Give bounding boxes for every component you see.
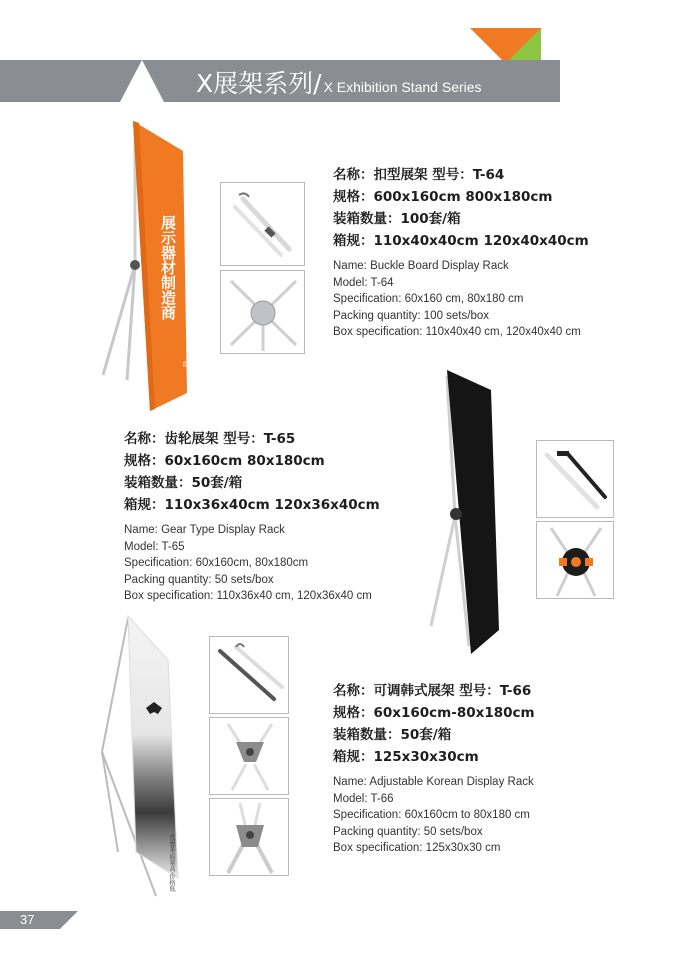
thumb-t66-bottom-joint xyxy=(209,798,289,876)
product-image-t64 xyxy=(95,115,210,415)
spec-packing-line: 装箱数量：100套/箱 xyxy=(333,211,461,227)
spec-en-block xyxy=(333,774,535,857)
spec-size-line: 规格：60x160cm 80x180cm xyxy=(124,453,325,469)
corner-green-triangle xyxy=(505,28,541,64)
spec-box-line: 箱规：110x40x40cm 120x40x40cm xyxy=(333,233,589,249)
product-spec-t65 xyxy=(124,428,380,605)
thumb-t66-pole xyxy=(209,636,289,714)
spec-en-model: Model: T-64 xyxy=(333,276,394,289)
spec-en-packing: Packing quantity: 50 sets/box xyxy=(333,825,483,838)
thumb-t65-pole xyxy=(536,440,614,518)
page-number: 37 xyxy=(20,912,35,927)
spec-box-line: 箱规：125x30x30cm xyxy=(333,749,479,765)
spec-size-line: 规格：600x160cm 800x180cm xyxy=(333,189,553,205)
spec-en-name: Name: Gear Type Display Rack xyxy=(124,524,285,536)
spec-packing-line: 装箱数量：50套/箱 xyxy=(124,475,243,491)
page-title-cn: X展架系列/ xyxy=(196,69,322,98)
spec-en-spec: Specification: 60x160 cm, 80x180 cm xyxy=(333,293,524,305)
spec-en-spec: Specification: 60x160cm, 80x180cm xyxy=(124,557,309,569)
spec-size-line: 规格：60x160cm-80x180cm xyxy=(333,705,535,721)
spec-en-packing: Packing quantity: 50 sets/box xyxy=(124,573,274,586)
product-image-t66 xyxy=(98,612,198,902)
spec-en-box: Box specification: 110x40x40 cm, 120x40x40 cm xyxy=(333,326,581,338)
spec-en-packing: Packing quantity: 100 sets/box xyxy=(333,309,489,322)
orange-banner-small-text: 优惠多·质量高·价格低 xyxy=(181,361,195,413)
spec-en-model: Model: T-65 xyxy=(124,540,185,553)
thumb-t64-pole xyxy=(220,182,305,266)
page-title-en: X Exhibition Stand Series xyxy=(323,79,482,95)
spec-en-box: Box specification: 110x36x40 cm, 120x36x40 cm xyxy=(124,590,372,602)
spec-en-block xyxy=(333,258,589,341)
spec-en-block xyxy=(124,522,380,605)
spec-name-line: 名称：齿轮展架 型号：T-65 xyxy=(124,431,296,447)
thumb-t66-top-joint xyxy=(209,717,289,795)
thumb-t65-gear xyxy=(536,521,614,599)
thumb-t64-base xyxy=(220,270,305,354)
spec-name-line: 名称：可调韩式展架 型号：T-66 xyxy=(333,683,532,699)
spec-name-line: 名称：扣型展架 型号：T-64 xyxy=(333,167,505,183)
spec-box-line: 箱规：110x36x40cm 120x36x40cm xyxy=(124,497,380,513)
header-band-notch xyxy=(120,60,164,102)
product-image-t65 xyxy=(425,368,510,658)
orange-banner-text: 展示器材制造商 xyxy=(159,215,177,320)
page-number-tab xyxy=(0,911,60,929)
spec-en-name: Name: Adjustable Korean Display Rack xyxy=(333,776,534,788)
page-title xyxy=(196,64,482,100)
page-number-tab-edge xyxy=(60,911,78,929)
spec-en-box: Box specification: 125x30x30 cm xyxy=(333,842,501,854)
spec-en-name: Name: Buckle Board Display Rack xyxy=(333,260,509,272)
product-spec-t64 xyxy=(333,164,589,341)
mountain-banner-small-text: 优惠多·质量高·价格低 xyxy=(168,834,175,892)
spec-en-model: Model: T-66 xyxy=(333,792,394,805)
spec-en-spec: Specification: 60x160cm to 80x180 cm xyxy=(333,809,530,821)
spec-packing-line: 装箱数量：50套/箱 xyxy=(333,727,452,743)
product-spec-t66 xyxy=(333,680,535,857)
